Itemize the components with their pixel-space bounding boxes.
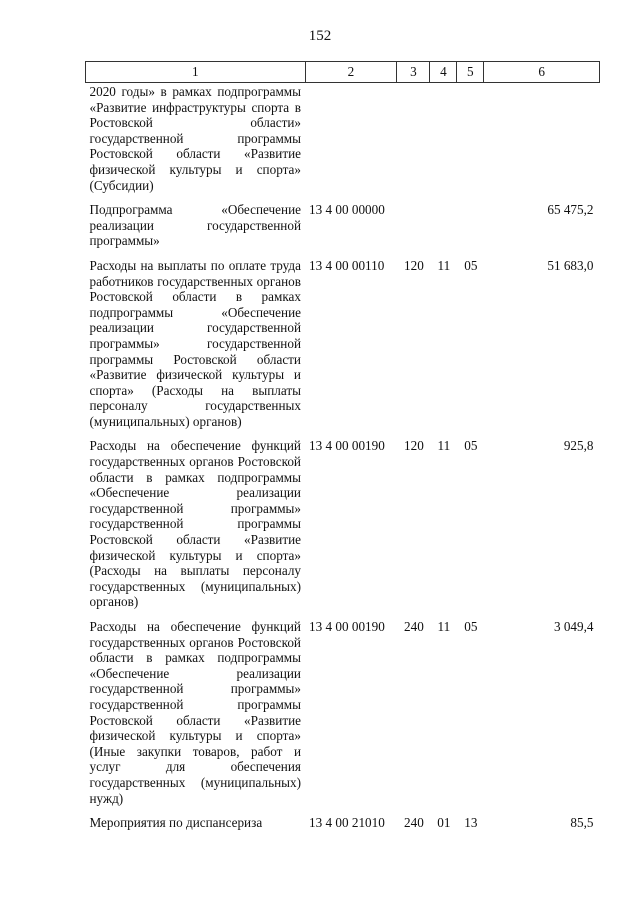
row-code: 13 4 00 21010 xyxy=(309,815,385,831)
page-number: 152 xyxy=(308,28,332,44)
row-vr: 240 xyxy=(404,815,424,831)
header-col-4: 4 xyxy=(430,62,457,83)
header-col-5: 5 xyxy=(457,62,484,83)
row-code xyxy=(305,83,397,203)
row-pr xyxy=(457,83,484,203)
row-code: 13 4 00 00110 xyxy=(309,257,385,273)
row-vr: 240 xyxy=(404,619,424,634)
row-code: 13 4 00 00000 xyxy=(309,202,385,218)
table-row xyxy=(86,815,600,840)
row-sum: 3 049,4 xyxy=(553,619,594,634)
row-sum: 51 683,0 xyxy=(547,257,594,273)
row-rz: 11 xyxy=(437,619,451,634)
table-row xyxy=(86,258,600,439)
row-rz xyxy=(430,202,457,258)
row-pr xyxy=(457,202,484,258)
row-vr xyxy=(397,202,430,258)
row-vr: 120 xyxy=(404,438,424,454)
row-name: Мероприятия по диспансериза xyxy=(89,815,263,831)
row-pr: 05 xyxy=(464,438,478,454)
table-body xyxy=(86,83,600,840)
table-row xyxy=(86,83,600,203)
row-vr xyxy=(397,83,430,203)
table-row xyxy=(86,202,600,258)
table-header xyxy=(86,62,600,83)
budget-table xyxy=(85,61,600,840)
row-sum xyxy=(484,83,600,203)
row-rz: 11 xyxy=(437,257,451,273)
header-col-6: 6 xyxy=(484,62,600,83)
row-code: 13 4 00 00190 xyxy=(309,438,385,454)
row-sum: 925,8 xyxy=(563,438,594,454)
header-row xyxy=(86,62,600,83)
row-name: 2020 годы» в рамках подпрограммы «Развитие инфраструктуры спорта в Ростовской области» государственной программы Ростовской области «Развитие физической культуры и спорта» (Субсидии) xyxy=(89,84,301,193)
table-row xyxy=(86,619,600,815)
row-name: Расходы на обеспечение функций государственных органов Ростовской области в рамках подпрограммы «Обеспечение реализации государственной программы» государственной программы Ростовской области «Развитие физической культуры и спорта» (Расходы на выплаты персоналу государственных (муниципальных) органов) xyxy=(89,438,301,610)
row-sum: 85,5 xyxy=(570,815,594,831)
table-row xyxy=(86,438,600,619)
row-code: 13 4 00 00190 xyxy=(309,619,385,634)
row-sum: 65 475,2 xyxy=(547,202,594,218)
row-vr: 120 xyxy=(404,257,424,273)
header-col-2: 2 xyxy=(305,62,397,83)
row-pr: 05 xyxy=(464,619,478,634)
row-pr: 05 xyxy=(464,257,478,273)
row-pr: 13 xyxy=(464,815,478,831)
row-rz xyxy=(430,83,457,203)
row-name: Подпрограмма «Обеспечение реализации государственной программы» xyxy=(89,202,301,249)
header-col-1: 1 xyxy=(86,62,306,83)
row-name: Расходы на обеспечение функций государственных органов Ростовской области в рамках подпрограммы «Обеспечение реализации государственной программы» государственной программы Ростовской области «Развитие физической культуры и спорта» (Иные закупки товаров, работ и услуг для обеспечения государственных (муниципальных) нужд) xyxy=(89,619,301,806)
row-rz: 11 xyxy=(437,438,451,454)
row-name: Расходы на выплаты по оплате труда работников государственных органов Ростовской области в рамках подпрограммы «Обеспечение реализации государственной программы» государственной программы Ростовской области «Развитие физической культуры и спорта» (Расходы на выплаты персоналу государственных (муниципальных) органов) xyxy=(89,257,301,429)
header-col-3: 3 xyxy=(397,62,430,83)
row-rz: 01 xyxy=(437,815,451,831)
